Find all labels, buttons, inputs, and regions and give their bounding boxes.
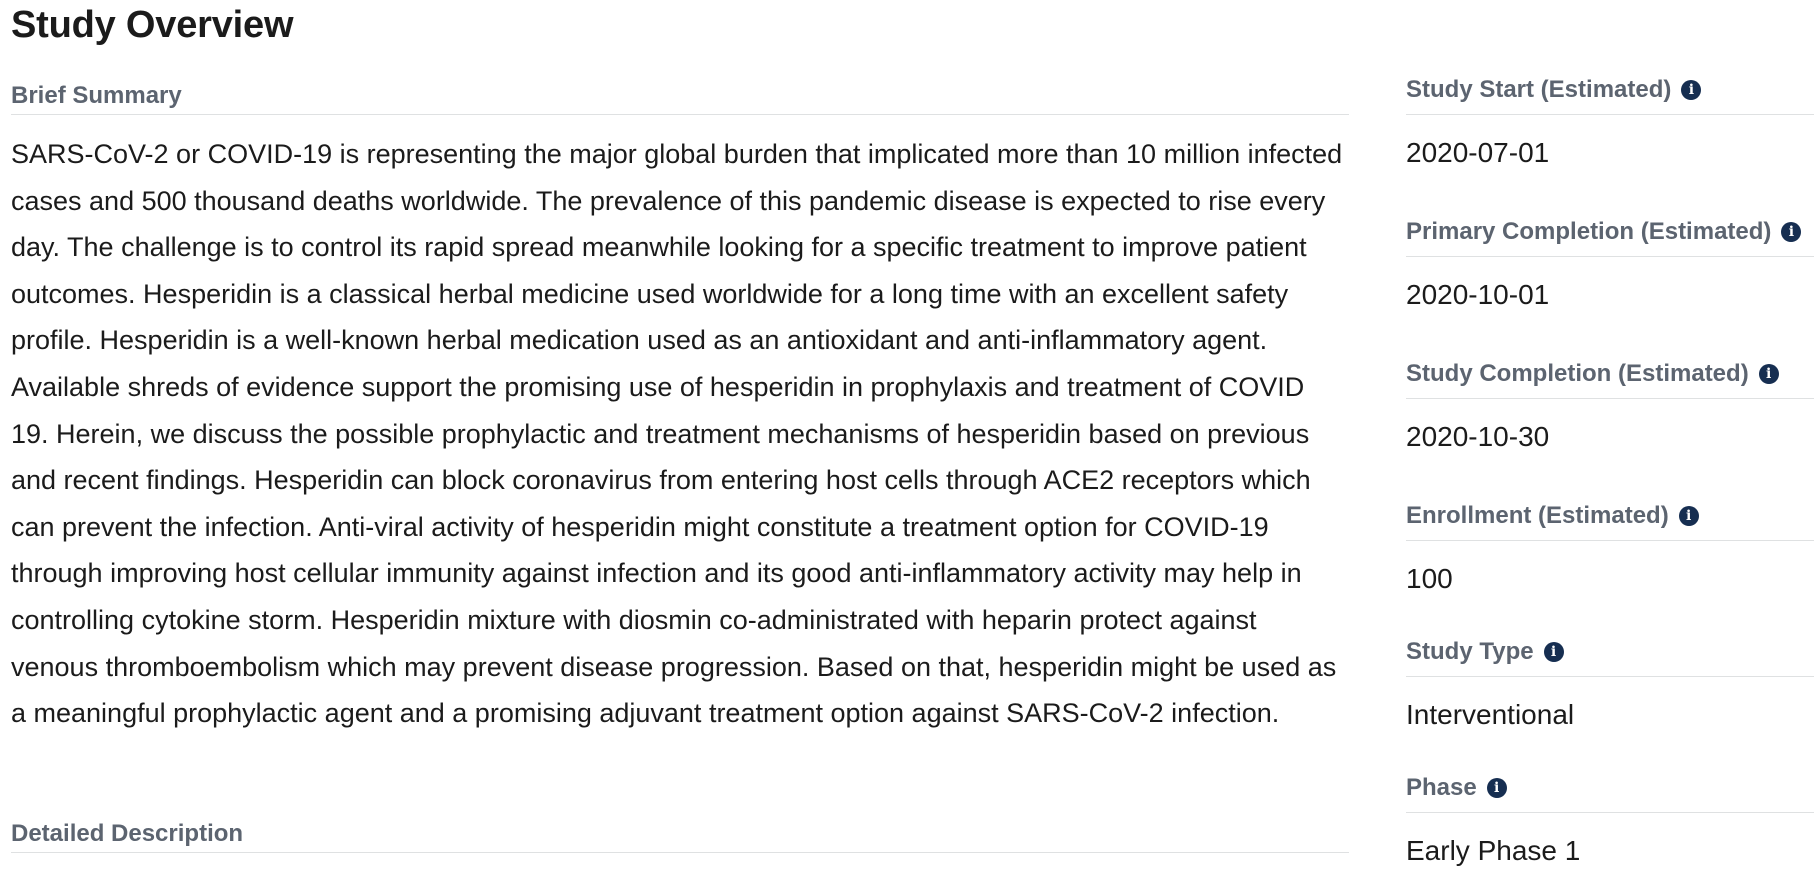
field-phase: [1406, 774, 1814, 888]
field-value: Interventional: [1406, 699, 1575, 730]
info-icon[interactable]: i: [1544, 642, 1564, 662]
detailed-description-section: [11, 820, 1349, 853]
field-primary-completion: [1406, 218, 1814, 360]
field-value: 2020-07-01: [1406, 137, 1550, 168]
info-icon[interactable]: i: [1679, 506, 1699, 526]
brief-summary-text: SARS-CoV-2 or COVID-19 is representing the major global burden that implicated more than 10 million infected cases and 500 thousand deaths worldwide. The prevalence of this pandemic disease is expected to rise every day. The challenge is to control its rapid spread meanwhile looking for a specific treatment to improve patient outcomes. Hesperidin is a classical herbal medicine used worldwide for a long time with an excellent safety profile. Hesperidin is a well-known herbal medication used as an antioxidant and anti-inflammatory agent. Available shreds of evidence support the promising use of hesperidin in prophylaxis and treatment of COVID 19. Herein, we discuss the possible prophylactic and treatment mechanisms of hesperidin based on previous and recent findings. Hesperidin can block coronavirus from entering host cells through ACE2 receptors which can prevent the infection. Anti-viral activity of hesperidin might constitute a treatment option for COVID-19 through improving host cellular immunity against infection and its good anti-inflammatory activity may help in controlling cytokine storm. Hesperidin mixture with diosmin co-administrated with heparin protect against venous thromboembolism which may prevent disease progression. Based on that, hesperidin might be used as a meaningful prophylactic agent and a promising adjuvant treatment option against SARS-CoV-2 infection.: [11, 139, 1343, 729]
field-value: Early Phase 1: [1406, 835, 1581, 866]
brief-summary-section: [11, 82, 1349, 737]
field-label: Study Completion (Estimated): [1406, 360, 1749, 387]
field-study-start: [1406, 76, 1814, 218]
detailed-description-heading: Detailed Description: [11, 820, 1349, 853]
page-title: Study Overview: [11, 4, 294, 46]
field-value: 2020-10-01: [1406, 279, 1550, 310]
field-study-type: [1406, 638, 1814, 774]
field-label: Study Type: [1406, 638, 1534, 665]
field-label: Study Start (Estimated): [1406, 76, 1672, 103]
field-value: 100: [1406, 563, 1453, 594]
info-icon[interactable]: i: [1759, 364, 1779, 384]
info-icon[interactable]: i: [1487, 778, 1507, 798]
info-icon[interactable]: i: [1781, 222, 1801, 242]
info-icon[interactable]: i: [1681, 80, 1701, 100]
field-study-completion: [1406, 360, 1814, 502]
field-label: Enrollment (Estimated): [1406, 502, 1669, 529]
study-details-sidebar: [1406, 76, 1814, 888]
field-label: Primary Completion (Estimated): [1406, 218, 1772, 245]
field-enrollment: [1406, 502, 1814, 638]
brief-summary-heading: Brief Summary: [11, 82, 1349, 115]
field-label: Phase: [1406, 774, 1477, 801]
field-value: 2020-10-30: [1406, 421, 1550, 452]
